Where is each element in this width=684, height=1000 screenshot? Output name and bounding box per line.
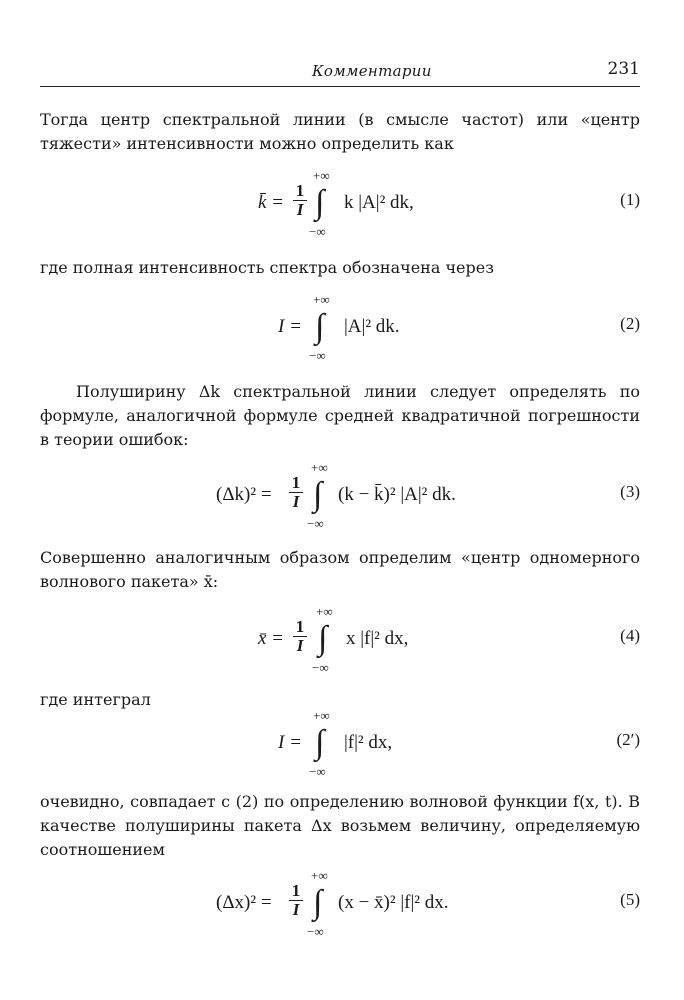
- eq1-lhs: k̄ =: [258, 192, 285, 213]
- eq3-number: (3): [620, 482, 640, 501]
- lower-limit: −∞: [309, 224, 326, 239]
- equation-2: [0, 292, 684, 372]
- equation-3: [0, 460, 684, 540]
- fraction-numerator: 1: [289, 882, 303, 901]
- eq4-fraction: [293, 618, 307, 655]
- eq1-fraction: [293, 182, 307, 219]
- equation-5: [0, 868, 684, 948]
- integral-sign: ∫: [315, 184, 325, 221]
- integral-sign: ∫: [315, 308, 325, 345]
- upper-limit: +∞: [313, 168, 330, 183]
- upper-limit: +∞: [313, 292, 330, 307]
- eq3-lhs: (Δk)² =: [216, 484, 272, 505]
- page-number: 231: [607, 59, 640, 79]
- eq6-fraction: [289, 882, 303, 919]
- lower-limit: −∞: [312, 660, 329, 675]
- running-title: Комментарии: [312, 62, 432, 80]
- paragraph-2: где полная интенсивность спектра обозначена через: [40, 258, 494, 277]
- eq1-integrand: k |A|² dk,: [344, 192, 414, 213]
- eq2-number: (2): [620, 314, 640, 333]
- equation-4: [0, 604, 684, 684]
- paragraph-4: Совершенно аналогичным образом определим «центр одномерного волнового пакета» x̄:: [40, 548, 640, 591]
- eq5-lhs: I =: [278, 732, 302, 753]
- eq3-fraction: [289, 474, 303, 511]
- running-header: [40, 59, 640, 87]
- fraction-denominator: I: [296, 636, 304, 655]
- equation-1: [0, 168, 684, 248]
- paragraph-6: очевидно, совпадает с (2) по определению волновой функции f(x, t). В качестве полуширины пакета Δx возьмем величину, определяемую соотношением: [40, 792, 640, 859]
- eq1-number: (1): [620, 190, 640, 209]
- paragraph-1: Тогда центр спектральной линии (в смысле частот) или «центр тяжести» интенсивности можно определить как: [40, 110, 640, 153]
- eq4-lhs: x̄ =: [258, 628, 285, 649]
- eq3-integrand: (k − k̄)² |A|² dk.: [338, 484, 456, 505]
- fraction-denominator: I: [292, 492, 300, 511]
- fraction-numerator: 1: [293, 618, 307, 637]
- upper-limit: +∞: [316, 604, 333, 619]
- eq4-number: (4): [620, 626, 640, 645]
- eq6-integrand: (x − x̄)² |f|² dx.: [338, 892, 449, 913]
- upper-limit: +∞: [313, 708, 330, 723]
- fraction-denominator: I: [292, 900, 300, 919]
- integral-sign: ∫: [313, 476, 323, 513]
- integral-sign: ∫: [318, 620, 328, 657]
- lower-limit: −∞: [309, 764, 326, 779]
- eq6-number: (5): [620, 890, 640, 909]
- lower-limit: −∞: [309, 348, 326, 363]
- eq6-lhs: (Δx)² =: [216, 892, 272, 913]
- upper-limit: +∞: [311, 868, 328, 883]
- eq5-number: (2′): [616, 730, 640, 749]
- eq5-integrand: |f|² dx,: [344, 732, 393, 753]
- fraction-numerator: 1: [289, 474, 303, 493]
- eq2-integrand: |A|² dk.: [344, 316, 400, 337]
- integral-sign: ∫: [315, 724, 325, 761]
- lower-limit: −∞: [307, 924, 324, 939]
- paragraph-5: где интеграл: [40, 690, 151, 709]
- integral-sign: ∫: [313, 884, 323, 921]
- eq2-lhs: I =: [278, 316, 302, 337]
- upper-limit: +∞: [311, 460, 328, 475]
- fraction-denominator: I: [296, 200, 304, 219]
- fraction-numerator: 1: [293, 182, 307, 201]
- equation-2-prime: [0, 708, 684, 788]
- paragraph-3: Полуширину Δk спектральной линии следует определять по формуле, аналогичной формуле средней квадратичной погрешности в теории ошибок:: [40, 382, 640, 449]
- eq4-integrand: x |f|² dx,: [346, 628, 409, 649]
- lower-limit: −∞: [307, 516, 324, 531]
